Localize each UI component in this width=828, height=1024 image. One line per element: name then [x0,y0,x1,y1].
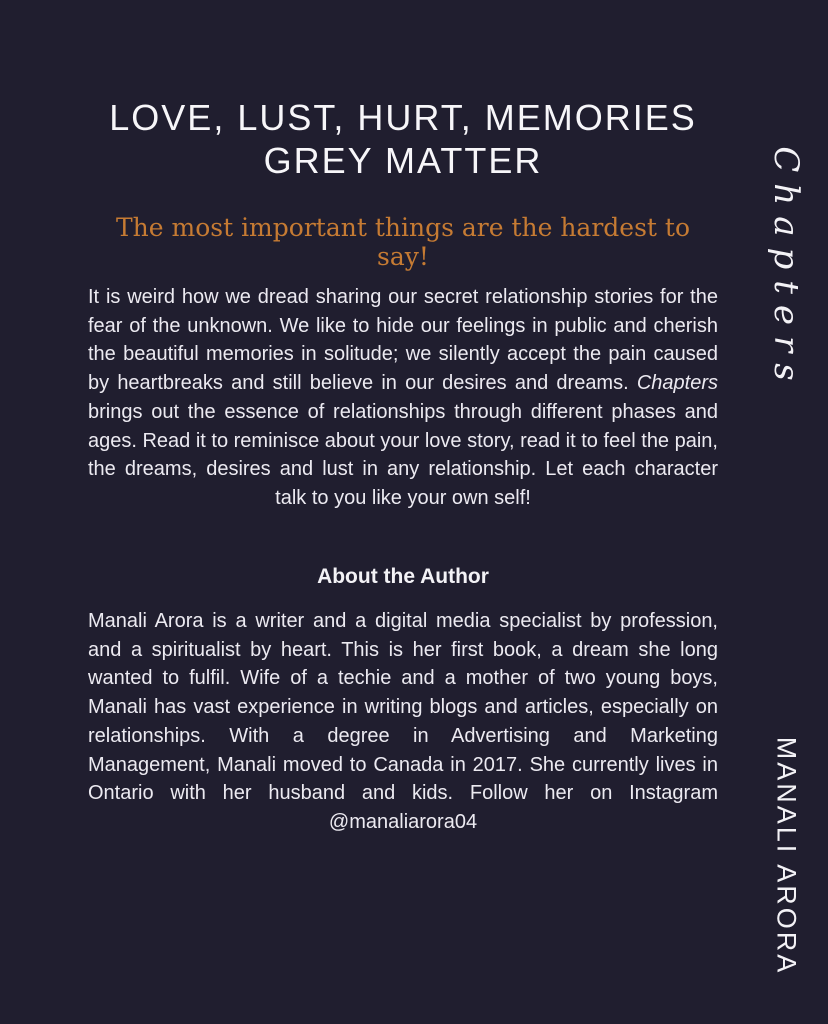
synopsis-book-name: Chapters [636,372,718,395]
tagline: The most important things are the hardest to say! [115,213,691,271]
synopsis-text-before: It is weird how we dread sharing our secret relationship stories for the fear of the unknown. We like to hide our feelings in public and cherish the beautiful memories in solitude; we silently accept the pain caused by heartbreaks and still believe in our desires and dreams. [88,286,718,395]
author-bio-paragraph: Manali Arora is a writer and a digital media specialist by profession, and a spiritualist by heart. This is her first book, a dream she long wanted to fulfil. Wife of a techie and a mother of two young boys, Manali has vast experience in writing blogs and articles, especially on relationships. With a degree in Advertising and Marketing Management, Manali moved to Canada in 2017. She currently lives in Ontario with her husband and kids. Follow her on Instagram @manaliarora04 [88,610,718,833]
about-the-author-heading: About the Author [317,565,489,588]
synopsis-paragraph [88,283,718,513]
synopsis-text-after: brings out the essence of relationships through different phases and ages. Read it to reminisce about your love story, read it to feel the pain, the dreams, desires and lust in any relationship. Let each character talk to you like your own self! [88,400,718,509]
book-title-line-2: GREY MATTER [263,140,543,181]
book-title [88,96,718,182]
book-title-line-1: LOVE, LUST, HURT, MEMORIES [109,97,697,138]
spine-book-title-vertical: Chapters [766,146,806,392]
spine-author-name-vertical: MANALI ARORA [771,736,802,976]
